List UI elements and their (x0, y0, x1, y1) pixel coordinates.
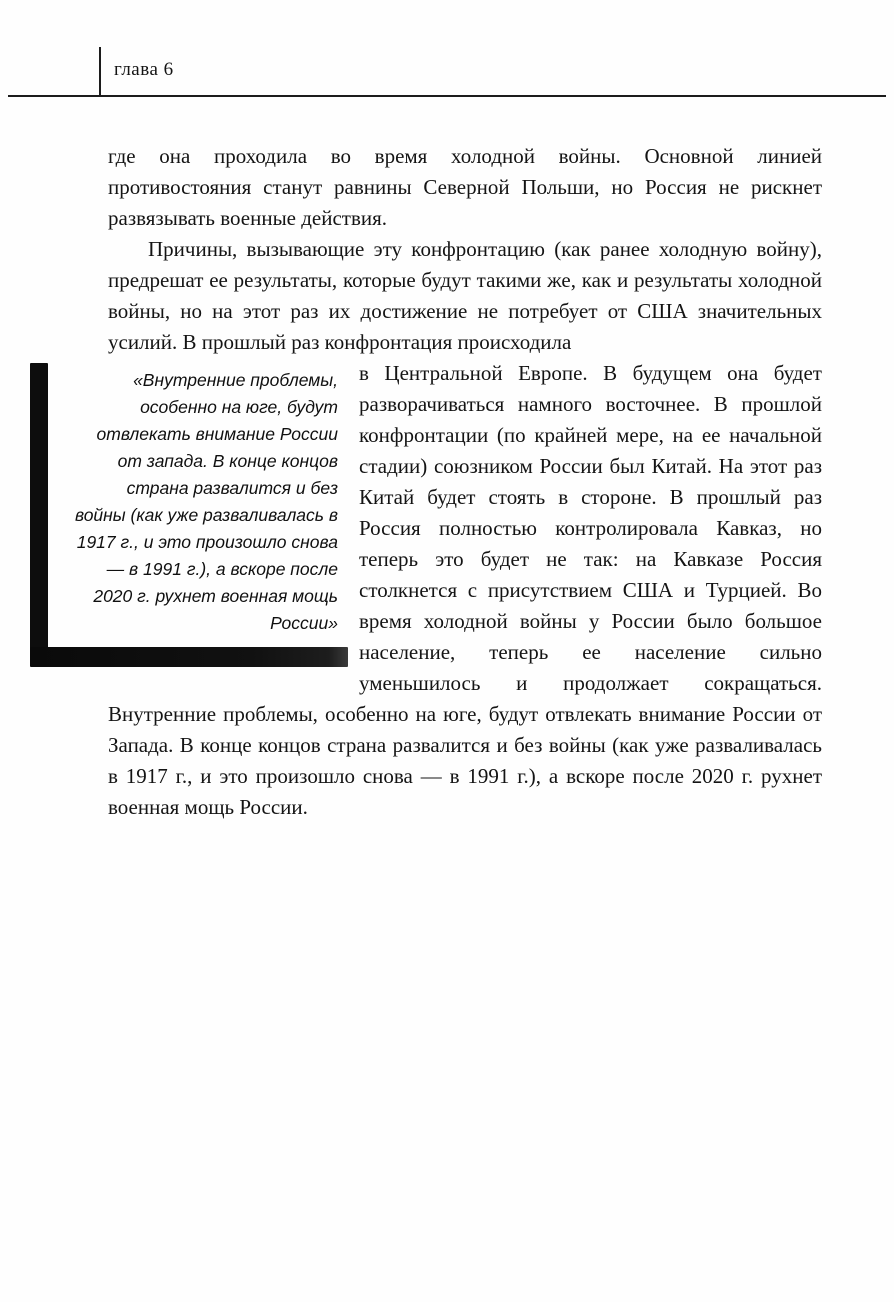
pull-quote-text: «Внутренние проблемы, особенно на юге, будут отвлекать внимание России от запада. В конце концов страна развалится и без войны (как уже разваливалась в 1917 г., и это произошло снова — в 1991 г.), а вскоре после 2020 г. рухнет военная мощь России» (74, 370, 338, 633)
chapter-label: глава 6 (114, 59, 174, 80)
paragraph-2-continued: в Центральной Европе. В будущем она будет разворачиваться намного восточнее. В прошлой конфронтации (по крайней мере, на ее начальной стадии) союзником России был Китай. На этот раз Китай будет стоять в стороне. В прошлый раз Россия полностью контролировала Кавказ, но теперь это будет не так: на Кавказе Россия столкнется с присутствием США и Турцией. Во время холодной войны у России было большое население, теперь ее население сильно уменьшилось и продолжает сокращаться. Внутренние проблемы, особенно на юге, будут отвлекать внимание России от Запада. В конце концов страна развалится и без войны (как уже разваливалась в 1917 г., и это произошло снова — в 1991 г.), а вскоре после 2020 г. рухнет военная мощь России. (108, 361, 822, 819)
header-rule (8, 95, 886, 97)
wrap-section (74, 358, 822, 823)
pull-quote-bottom-bar (30, 647, 348, 667)
body-text-block (74, 141, 822, 823)
paragraph-2-start: Причины, вызывающие эту конфронтацию (как ранее холодную войну), предрешат ее результаты, которые будут такими же, как и результаты холодной войны, но на этот раз их достижение не потребует от США значительных усилий. В прошлый раз конфронтация происходила (108, 237, 822, 354)
pull-quote-box (30, 363, 344, 667)
paragraph-continuation: где она проходила во время холодной войны. Основной линией противостояния станут равнины Северной Польши, но Россия не рискнет развязывать военные действия. (108, 144, 822, 230)
pull-quote-left-bar (30, 363, 48, 659)
header-vertical-line (99, 47, 101, 97)
